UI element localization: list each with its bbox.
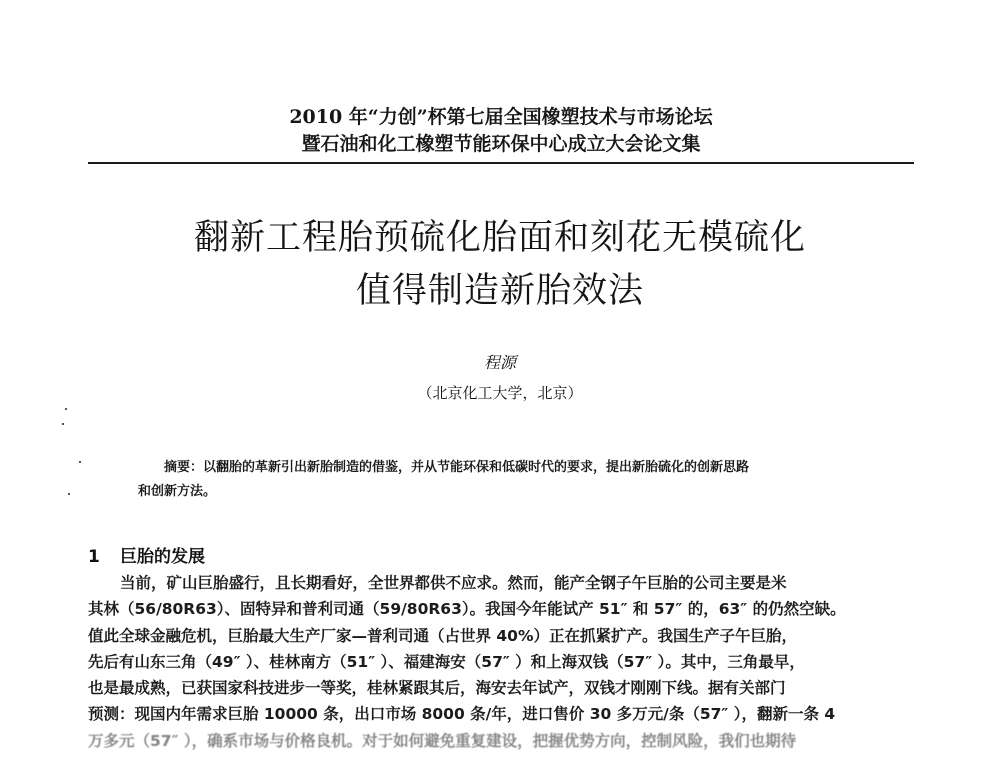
section-title: 巨胎的发展	[120, 547, 205, 567]
section-number: 1	[88, 547, 100, 567]
body-paragraph	[88, 570, 914, 754]
abstract-line1: 摘要：以翻胎的革新引出新胎制造的借鉴，并从节能环保和低碳时代的要求，提出新胎硫化的创新思路	[164, 460, 750, 475]
body-line: 也是最成熟，已获国家科技进步一等奖，桂林紧跟其后，海安去年试产，双钱才刚刚下线。据有关部门	[88, 679, 786, 698]
body-line: 值此全球金融危机，巨胎最大生产厂家—普利司通（占世界 40%）正在抓紧扩产。我国生产子午巨胎，	[88, 626, 797, 645]
proceedings-title-line1: 2010 年“力创”杯第七届全国橡塑技术与市场论坛	[289, 106, 713, 128]
scan-speck	[62, 423, 64, 425]
abstract-line2: 和创新方法。	[138, 484, 217, 499]
body-line: 其林（56/80R63）、固特异和普利司通（59/80R63）。我国今年能试产 51″ 和 57″ 的，63″ 的仍然空缺。	[88, 600, 846, 619]
body-line-cutoff: 万多元（57″ ），确系市场与价格良机。对于如何避免重复建设，把握优势方向，控制风险，我们也期待	[88, 731, 797, 750]
author-name: 程源	[483, 353, 516, 372]
body-line: 预测：现国内年需求巨胎 10000 条，出口市场 8000 条/年，进口售价 30 多万元/条（57″ ），翻新一条 4	[88, 705, 836, 724]
author-affiliation: （北京化工大学，北京）	[417, 384, 583, 402]
scan-speck	[79, 461, 81, 463]
scan-speck	[68, 493, 70, 495]
section-heading	[88, 545, 205, 569]
body-line: 先后有山东三角（49″ ）、桂林南方（51″ ）、福建海安（57″ ）和上海双钱（57″ ）。其中，三角最早，	[88, 652, 805, 671]
paper-title-line2: 值得制造新胎效法	[355, 271, 644, 311]
paper-title-line1: 翻新工程胎预硫化胎面和刻花无模硫化	[193, 218, 806, 258]
proceedings-title-line2: 暨石油和化工橡塑节能环保中心成立大会论文集	[301, 133, 701, 155]
header-divider	[88, 162, 914, 164]
proceedings-header	[90, 104, 912, 158]
abstract	[138, 456, 878, 504]
scan-speck	[65, 408, 67, 410]
paper-title	[100, 212, 900, 318]
body-line: 当前，矿山巨胎盛行，且长期看好，全世界都供不应求。然而，能产全钢子午巨胎的公司主要是米	[120, 574, 787, 592]
